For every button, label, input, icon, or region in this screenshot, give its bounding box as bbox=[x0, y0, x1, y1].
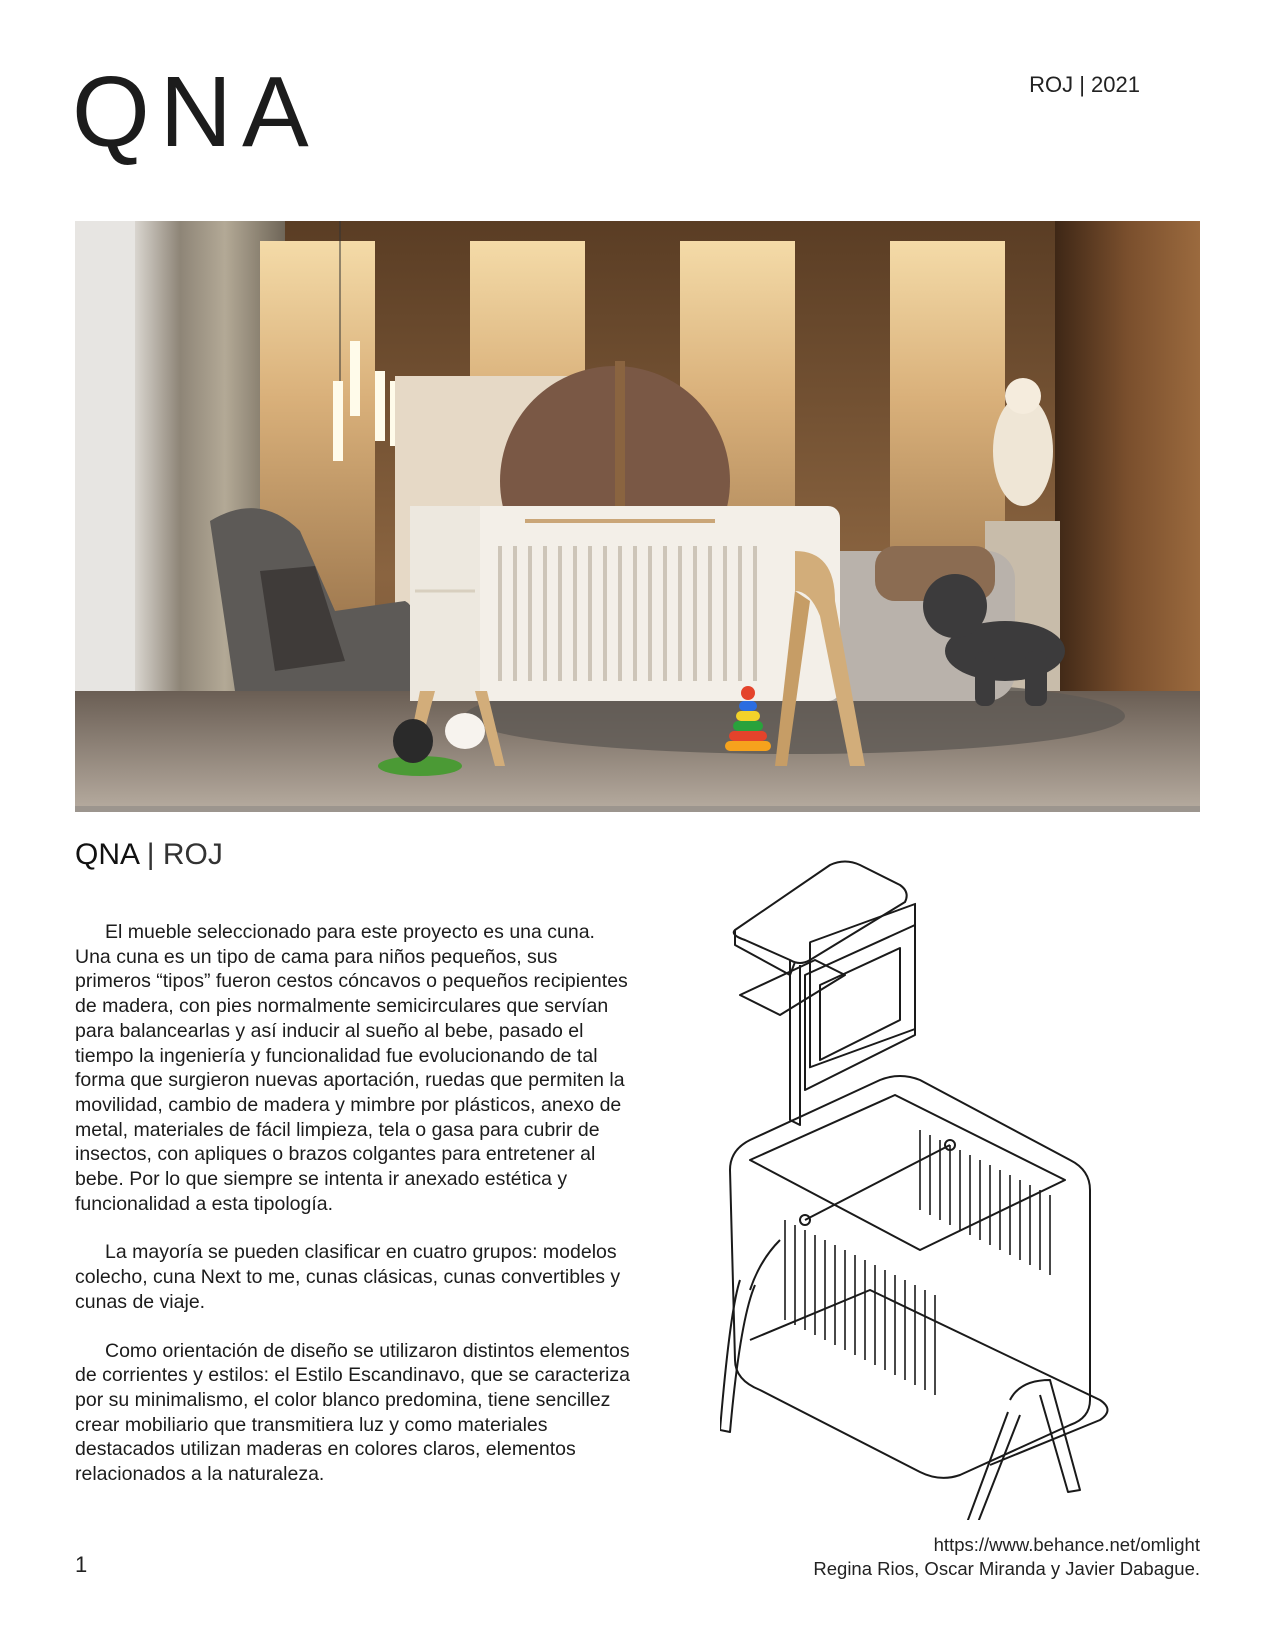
section-title bbox=[75, 838, 223, 872]
section-title-sub: ROJ bbox=[162, 838, 223, 871]
body-text bbox=[75, 920, 635, 1511]
paragraph-2: La mayoría se pueden clasificar en cuatro grupos: modelos colecho, cuna Next to me, cunas clásicas, cunas convertibles y cunas de viaje. bbox=[75, 1241, 621, 1313]
section-title-main: QNA bbox=[75, 838, 139, 871]
page-number: 1 bbox=[75, 1552, 88, 1577]
header-meta: ROJ | 2021 bbox=[1029, 72, 1140, 97]
behance-link[interactable]: https://www.behance.net/omlight bbox=[933, 1534, 1200, 1555]
section-title-separator: | bbox=[146, 838, 155, 871]
paragraph-3: Como orientación de diseño se utilizaron distintos elementos de corrientes y estilos: el Estilo Escandinavo, que se caracteriza por su minimalismo, el color blanco predomina, tiene sencillez crear mobiliario que transmitiera luz y como materiales destacados utilizan maderas en colores claros, elementos relacionados a la naturaleza. bbox=[75, 1339, 630, 1486]
crib-isometric-illustration bbox=[720, 840, 1140, 1520]
paragraph-1: El mueble seleccionado para este proyecto es una cuna. Una cuna es un tipo de cama para niños pequeños, sus primeros “tipos” fueron cestos cóncavos o pequeños recipientes de madera, con pies normalmente semicirculares que servían para balancearlas y así inducir al sueño al bebe, pasado el tiempo la ingeniería y funcionalidad fue evolucionando de tal forma que surgieron nuevas aportación, ruedas que permiten la movilidad, cambio de madera y mimbre por plásticos, anexo de metal, materiales de fácil limpieza, tela o gasa para cubrir de insectos, con apliques o brazos colgantes para entretener al bebe. Por lo que siempre se intenta ir anexado estética y funcionalidad a esta tipología. bbox=[75, 921, 628, 1215]
brand-title: QNA bbox=[72, 56, 319, 168]
hero-illustration bbox=[75, 221, 1200, 812]
authors-text: Regina Rios, Oscar Miranda y Javier Dabague. bbox=[813, 1558, 1200, 1579]
hero-render-image bbox=[75, 221, 1200, 812]
crib-line-drawing bbox=[720, 840, 1140, 1520]
credits bbox=[813, 1533, 1200, 1581]
